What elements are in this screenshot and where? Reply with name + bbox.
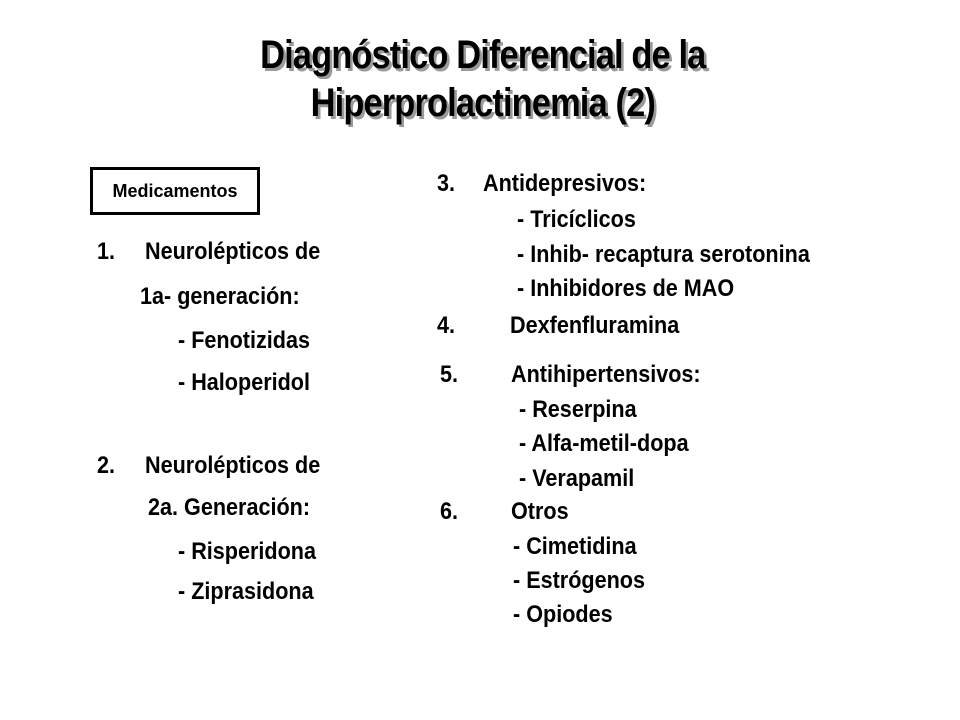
item-2-subtitle: 2a. Generación:	[148, 494, 311, 521]
item-5-drug-3: - Verapamil	[519, 465, 635, 492]
item-1-text: Neurolépticos de	[145, 238, 321, 265]
item-2-text: Neurolépticos de	[145, 452, 321, 479]
item-3-drug-2: - Inhib- recaptura serotonina	[517, 241, 810, 268]
item-5-text: Antihipertensivos:	[511, 361, 701, 388]
item-3-drug-1: - Tricíclicos	[517, 206, 636, 233]
item-1-drug-2: - Haloperidol	[178, 369, 311, 396]
item-3-drug-3: - Inhibidores de MAO	[517, 275, 735, 302]
item-6-drug-2: - Estrógenos	[513, 567, 646, 594]
item-2-drug-1: - Risperidona	[178, 538, 317, 565]
medicamentos-box: Medicamentos	[90, 167, 260, 215]
item-5-drug-2: - Alfa-metil-dopa	[519, 430, 689, 457]
item-6-number: 6.	[440, 498, 459, 525]
item-2-number: 2.	[97, 452, 116, 479]
item-5-drug-1: - Reserpina	[519, 396, 637, 423]
item-1-number: 1.	[97, 238, 116, 265]
item-3-text: Antidepresivos:	[483, 170, 647, 197]
slide-title-line-2: Hiperprolactinemia (2)	[310, 81, 655, 125]
item-3-number: 3.	[437, 170, 456, 197]
item-6-drug-1: - Cimetidina	[513, 533, 637, 560]
item-6-text: Otros	[511, 498, 569, 525]
item-6-drug-3: - Opiodes	[513, 601, 613, 628]
slide-title-line-1: Diagnóstico Diferencial de la	[260, 33, 706, 77]
item-4-text: Dexfenfluramina	[510, 312, 680, 339]
item-1-subtitle: 1a- generación:	[140, 283, 300, 310]
item-4-number: 4.	[437, 312, 456, 339]
item-5-number: 5.	[440, 361, 459, 388]
item-2-drug-2: - Ziprasidona	[178, 578, 314, 605]
item-1-drug-1: - Fenotizidas	[178, 327, 311, 354]
